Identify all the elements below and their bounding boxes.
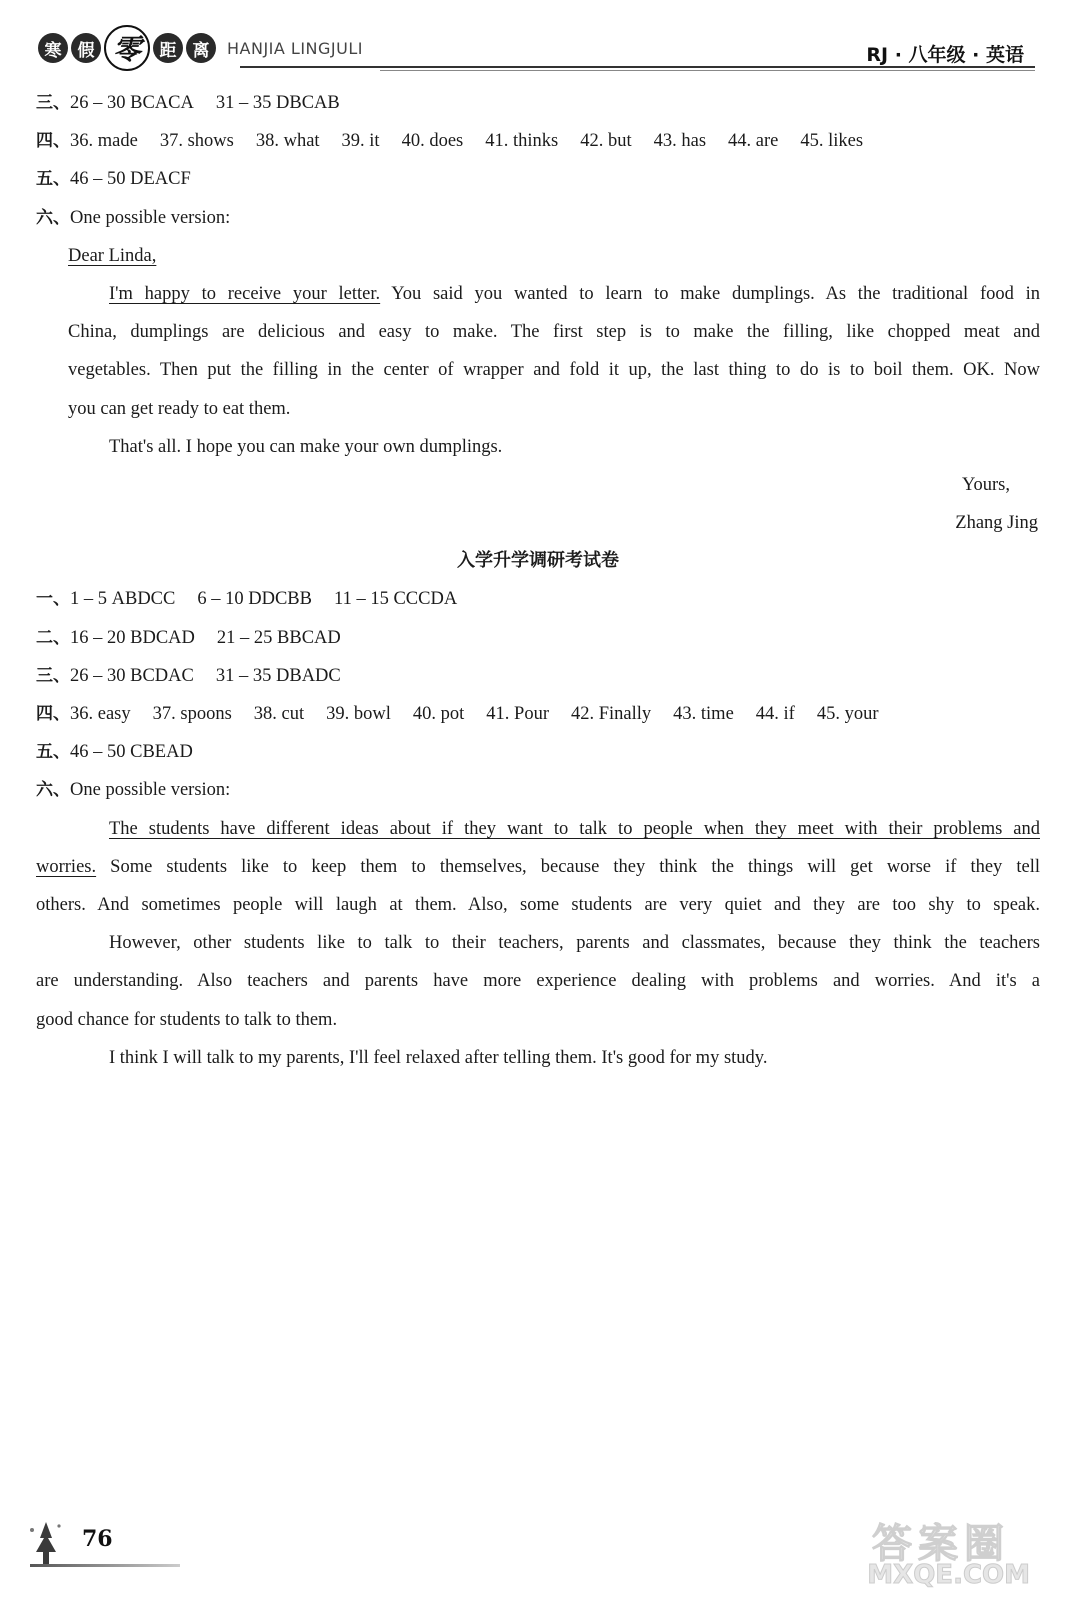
essay-line: are understanding. Also teachers and parents have more experience dealing with problems and worries. And it's a [36, 971, 1040, 992]
letter-paragraph-line: vegetables. Then put the filling in the center of wrapper and fold it up, the last thing to do is to boil them. OK. Now [68, 360, 1040, 381]
section-label: 五、 [36, 169, 70, 190]
essay-line: I think I will talk to my parents, I'll feel relaxed after telling them. It's good for my study. [109, 1047, 768, 1068]
answer-item: 38. what [255, 131, 320, 152]
brand-char-4: 距 [153, 33, 183, 63]
answer-item: 44. are [728, 131, 779, 152]
answer-line-wu [36, 160, 1040, 198]
letter-paragraph-line: China, dumplings are delicious and easy to make. The first step is to make the filling, like chopped meat and [68, 322, 1040, 343]
page-footer [0, 1508, 1076, 1600]
section-label: 四、 [36, 704, 70, 724]
answer-item: 41. thinks [485, 131, 559, 152]
essay-line: good chance for students to talk to them. [36, 1009, 338, 1030]
essay-line: worries. Some students like to keep them to themselves, because they think the things will get worse if they tell [36, 856, 1040, 877]
answer-item: 42. Finally [570, 704, 652, 724]
edition-label: RJ · 八年级 · 英语 [866, 44, 1024, 66]
version-intro: One possible version: [70, 780, 231, 801]
section-label: 一、 [36, 589, 70, 610]
answer-line-liu [36, 771, 1040, 809]
answer-line-san [36, 657, 1040, 695]
answer-item: 37. spoons [152, 704, 232, 724]
section-label: 四、 [36, 131, 70, 152]
answer-item: 43. time [673, 704, 734, 724]
answer-item: 39. it [341, 131, 380, 152]
essay-line [68, 810, 1040, 848]
letter-greeting: Dear Linda, [68, 245, 157, 266]
answer-item: 26 – 30 BCDAC [70, 665, 194, 686]
underlined-sentence: worries. [36, 856, 97, 877]
section-label: 三、 [36, 665, 70, 686]
answer-item: 43. has [653, 131, 707, 152]
answer-item: 42. but [580, 131, 632, 152]
letter-paragraph-line: That's all. I hope you can make your own dumplings. [109, 436, 503, 457]
brand-latin: HANJIA LINGJULI [227, 38, 363, 58]
section-label: 三、 [36, 93, 70, 113]
answer-line-si [36, 695, 1040, 733]
answer-content [36, 84, 1040, 1077]
brand-char-1: 寒 [38, 33, 68, 63]
header-divider [240, 66, 1035, 68]
underlined-sentence: I'm happy to receive your letter. [109, 283, 381, 304]
section-label: 五、 [36, 742, 70, 763]
letter [36, 237, 1040, 543]
section-label: 六、 [36, 780, 70, 801]
answer-item: 37. shows [159, 131, 234, 152]
letter-paragraph-line: I'm happy to receive your letter. You said you wanted to learn to make dumplings. As the traditional food in [109, 283, 1040, 304]
answer-item: 46 – 50 CBEAD [70, 742, 193, 763]
header-divider-thin [380, 70, 1035, 71]
tree-icon [26, 1518, 66, 1568]
brand-char-3: 零 [104, 25, 150, 71]
letter-closing: Yours, [962, 474, 1010, 495]
answer-line-liu [36, 199, 1040, 237]
answer-item: 6 – 10 DDCBB [197, 589, 312, 610]
answer-line-wu [36, 733, 1040, 771]
answer-item: 21 – 25 BBCAD [216, 627, 341, 648]
brand-logo [38, 28, 363, 68]
answer-item: 38. cut [253, 704, 305, 724]
answer-item: 39. bowl [326, 704, 391, 724]
answer-item: 36. easy [70, 704, 131, 724]
essay [36, 810, 1040, 1077]
brand-char-5: 离 [186, 33, 216, 63]
section-label: 二、 [36, 627, 70, 648]
answer-line-si [36, 122, 1040, 160]
section-label: 六、 [36, 207, 70, 228]
essay-line: However, other students like to talk to their teachers, parents and classmates, because they think the teachers [109, 933, 1040, 954]
footer-divider [30, 1564, 180, 1567]
watermark-url: MXQE.COM [867, 1560, 1030, 1590]
page-header [0, 0, 1076, 80]
answer-item: 45. your [816, 704, 879, 724]
answer-item: 45. likes [800, 131, 864, 152]
brand-char-2: 假 [71, 33, 101, 63]
version-intro: One possible version: [70, 207, 231, 228]
answer-item: 46 – 50 DEACF [70, 169, 191, 190]
essay-line: others. And sometimes people will laugh at them. Also, some students are very quiet and they are too shy to speak. [36, 894, 1040, 915]
answer-line-yi [36, 580, 1040, 618]
answer-line-er [36, 619, 1040, 657]
answer-item: 1 – 5 ABDCC [70, 589, 176, 610]
answer-item: 31 – 35 DBADC [215, 665, 341, 686]
letter-signature: Zhang Jing [955, 513, 1038, 534]
section-title: 入学升学调研考试卷 [457, 550, 619, 572]
answer-line-san [36, 84, 1040, 122]
answer-item: 31 – 35 DBCAB [215, 93, 340, 113]
underlined-sentence: The students have different ideas about if they want to talk to people when they meet with their problems and [109, 818, 1040, 839]
answer-item: 40. pot [412, 704, 465, 724]
answer-item: 41. Pour [486, 704, 549, 724]
answer-item: 26 – 30 BCACA [70, 93, 194, 113]
page-number: 76 [82, 1526, 113, 1552]
answer-item: 16 – 20 BDCAD [70, 627, 195, 648]
watermark-title: 答案圈 [872, 1521, 1010, 1567]
letter-paragraph-line: you can get ready to eat them. [68, 398, 291, 419]
answer-item: 36. made [70, 131, 138, 152]
answer-item: 44. if [755, 704, 795, 724]
answer-item: 11 – 15 CCCDA [334, 589, 458, 610]
answer-item: 40. does [401, 131, 464, 152]
watermark [776, 1508, 1036, 1594]
